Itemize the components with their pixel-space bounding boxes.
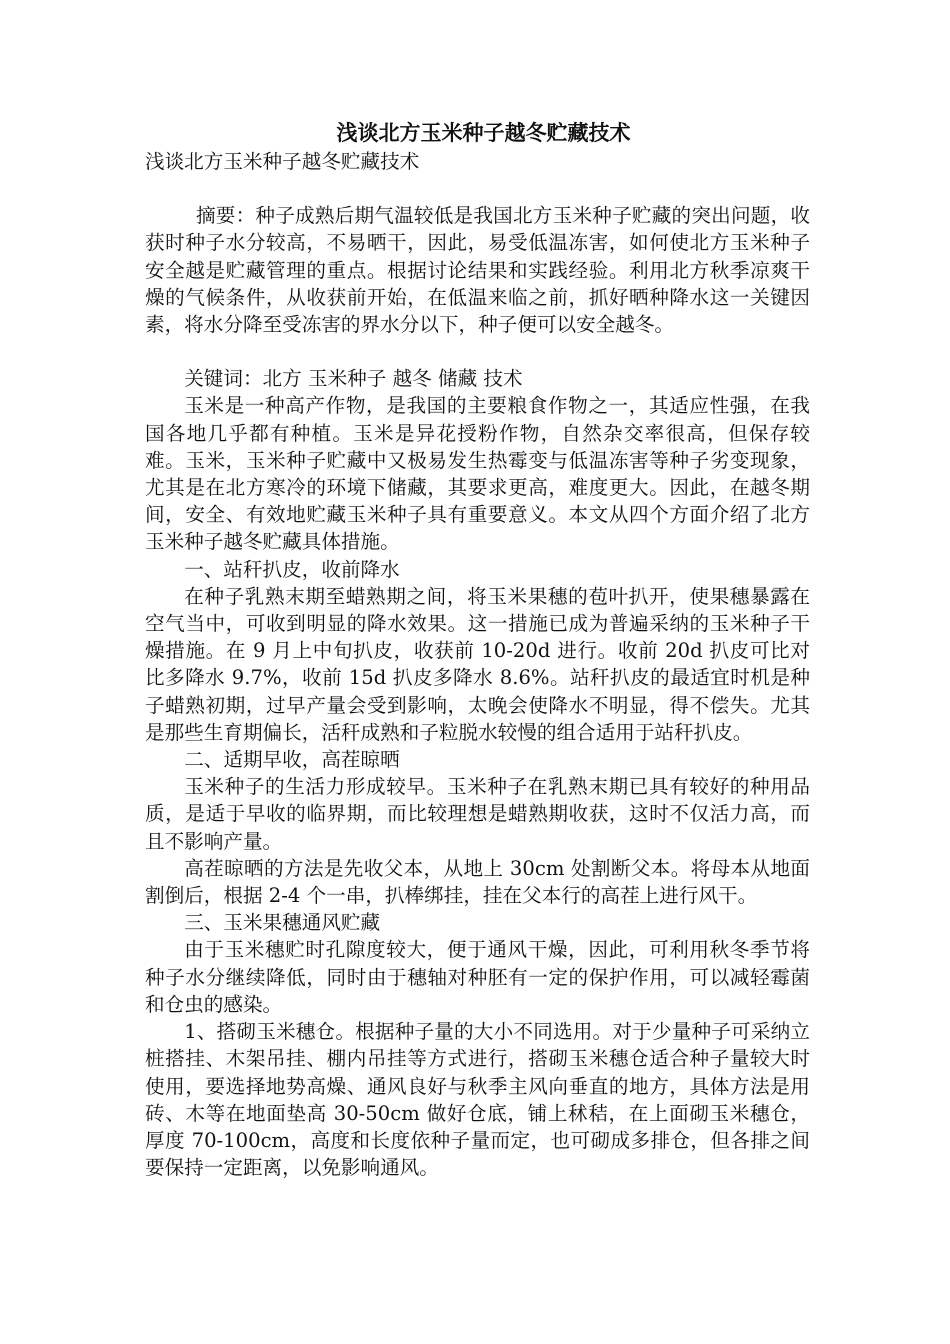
section-heading-1: 一、站秆扒皮，收前降水	[184, 557, 400, 581]
section-heading-2: 二、适期早收，高茬晾晒	[184, 748, 400, 772]
blank-line	[145, 338, 810, 365]
keywords-line: 关键词：北方 玉米种子 越冬 储藏 技术	[184, 367, 523, 391]
section-1-paragraph: 在种子乳熟末期至蜡熟期之间，将玉米果穗的苞叶扒开，使果穗暴露在空气当中，可收到明显的降水效果。这一措施已成为普遍采纳的玉米种子干燥措施。在 9 月上中旬扒皮，收获前 10-20d 进行。收前 20d 扒皮可比对比多降水 9.7%，收前 15d 扒皮多降水 8.6%。站秆扒皮的最适宜时机是种子蜡熟初期，过早产量会受到影响，太晚会使降水不明显，得不偿失。尤其是那些生育期偏长，活秆成熟和子粒脱水较慢的组合适用于站秆扒皮。	[145, 584, 810, 744]
section-2-paragraph-a: 玉米种子的生活力形成较早。玉米种子在乳熟末期已具有较好的种用品质，是适于早收的临界期，而比较理想是蜡熟期收获，这时不仅活力高，而且不影响产量。	[145, 775, 810, 853]
section-2-paragraph-b: 高茬晾晒的方法是先收父本，从地上 30cm 处割断父本。将母本从地面割倒后，根据 2-4 个一串，扒棒绑挂，挂在父本行的高茬上进行风干。	[145, 856, 810, 908]
section-3-paragraph-a: 由于玉米穗贮时孔隙度较大，便于通风干燥，因此，可利用秋冬季节将种子水分继续降低，同时由于穗轴对种胚有一定的保护作用，可以减轻霉菌和仓虫的感染。	[145, 938, 810, 1016]
section-3-paragraph-b: 1、搭砌玉米穗仓。根据种子量的大小不同选用。对于少量种子可采纳立桩搭挂、木架吊挂、棚内吊挂等方式进行，搭砌玉米穗仓适合种子量较大时使用，要选择地势高燥、通风良好与秋季主风向垂直的地方，具体方法是用砖、木等在地面垫高 30-50cm 做好仓底，铺上秫秸，在上面砌玉米穗仓，厚度 70-100cm，高度和长度依种子量而定，也可砌成多排仓，但各排之间要保持一定距离，以免影响通风。	[145, 1020, 810, 1180]
section-heading-3: 三、玉米果穗通风贮藏	[184, 911, 381, 935]
document-title: 浅谈北方玉米种子越冬贮藏技术	[336, 120, 631, 145]
abstract-paragraph: 摘要：种子成熟后期气温较低是我国北方玉米种子贮藏的突出问题，收获时种子水分较高，不易晒干，因此，易受低温冻害，如何使北方玉米种子安全越是贮藏管理的重点。根据讨论结果和实践经验。利用北方秋季凉爽干燥的气候条件，从收获前开始，在低温来临之前，抓好晒种降水这一关键因素，将水分降至受冻害的界水分以下，种子便可以安全越冬。	[145, 204, 810, 337]
intro-paragraph: 玉米是一种高产作物，是我国的主要粮食作物之一，其适应性强，在我国各地几乎都有种植。玉米是异花授粉作物，自然杂交率很高，但保存较难。玉米，玉米种子贮藏中又极易发生热霉变与低温冻害等种子劣变现象，尤其是在北方寒冷的环境下储藏，其要求更高，难度更大。因此，在越冬期间，安全、有效地贮藏玉米种子具有重要意义。本文从四个方面介绍了北方玉米种子越冬贮藏具体措施。	[145, 394, 810, 554]
blank-line	[145, 175, 810, 202]
document-subtitle: 浅谈北方玉米种子越冬贮藏技术	[145, 150, 420, 173]
